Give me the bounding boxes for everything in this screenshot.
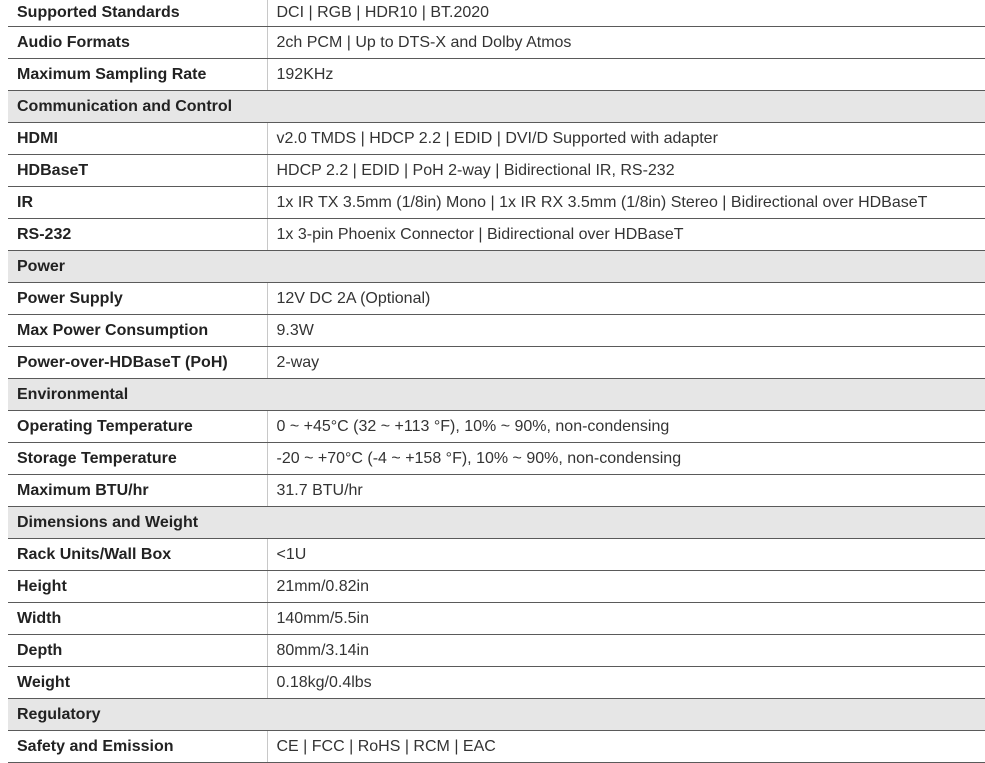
spec-row: [8, 411, 985, 443]
section-title: Dimensions and Weight: [8, 507, 985, 539]
spec-label: Width: [8, 603, 267, 635]
spec-row: [8, 635, 985, 667]
spec-row: [8, 347, 985, 379]
section-header-row: [8, 91, 985, 123]
spec-label: Height: [8, 571, 267, 603]
spec-row: [8, 731, 985, 763]
spec-value: 21mm/0.82in: [267, 571, 985, 603]
spec-value: 2ch PCM | Up to DTS-X and Dolby Atmos: [267, 27, 985, 59]
section-header-row: [8, 699, 985, 731]
spec-label: Power-over-HDBaseT (PoH): [8, 347, 267, 379]
spec-row: [8, 27, 985, 59]
section-header-row: [8, 379, 985, 411]
spec-label: RS-232: [8, 219, 267, 251]
spec-value: <1U: [267, 539, 985, 571]
section-title: Power: [8, 251, 985, 283]
spec-value: 192KHz: [267, 59, 985, 91]
spec-value: 0.18kg/0.4lbs: [267, 667, 985, 699]
spec-label: Depth: [8, 635, 267, 667]
spec-row: [8, 155, 985, 187]
spec-row: [8, 187, 985, 219]
spec-label: Operating Temperature: [8, 411, 267, 443]
spec-row: [8, 603, 985, 635]
spec-value: 1x IR TX 3.5mm (1/8in) Mono | 1x IR RX 3.5mm (1/8in) Stereo | Bidirectional over HDBaseT: [267, 187, 985, 219]
spec-value: 31.7 BTU/hr: [267, 475, 985, 507]
spec-table: [8, 0, 985, 763]
spec-row: [8, 59, 985, 91]
spec-label: Supported Standards: [8, 0, 267, 27]
spec-value: 80mm/3.14in: [267, 635, 985, 667]
spec-value: CE | FCC | RoHS | RCM | EAC: [267, 731, 985, 763]
spec-row: [8, 283, 985, 315]
spec-label: Weight: [8, 667, 267, 699]
spec-value: HDCP 2.2 | EDID | PoH 2-way | Bidirectional IR, RS-232: [267, 155, 985, 187]
spec-row: [8, 219, 985, 251]
spec-row: [8, 0, 985, 27]
spec-value: v2.0 TMDS | HDCP 2.2 | EDID | DVI/D Supported with adapter: [267, 123, 985, 155]
spec-value: 9.3W: [267, 315, 985, 347]
spec-label: Power Supply: [8, 283, 267, 315]
spec-label: Maximum Sampling Rate: [8, 59, 267, 91]
spec-row: [8, 315, 985, 347]
spec-label: Maximum BTU/hr: [8, 475, 267, 507]
spec-label: Max Power Consumption: [8, 315, 267, 347]
spec-value: DCI | RGB | HDR10 | BT.2020: [267, 0, 985, 27]
spec-value: 2-way: [267, 347, 985, 379]
spec-label: Storage Temperature: [8, 443, 267, 475]
section-header-row: [8, 251, 985, 283]
section-title: Environmental: [8, 379, 985, 411]
spec-label: IR: [8, 187, 267, 219]
spec-value: 0 ~ +45°C (32 ~ +113 °F), 10% ~ 90%, non-condensing: [267, 411, 985, 443]
section-header-row: [8, 507, 985, 539]
spec-value: 140mm/5.5in: [267, 603, 985, 635]
spec-row: [8, 571, 985, 603]
spec-label: Audio Formats: [8, 27, 267, 59]
spec-value: -20 ~ +70°C (-4 ~ +158 °F), 10% ~ 90%, non-condensing: [267, 443, 985, 475]
section-title: Regulatory: [8, 699, 985, 731]
section-title: Communication and Control: [8, 91, 985, 123]
spec-label: Safety and Emission: [8, 731, 267, 763]
spec-row: [8, 539, 985, 571]
spec-row: [8, 667, 985, 699]
spec-label: HDMI: [8, 123, 267, 155]
spec-label: Rack Units/Wall Box: [8, 539, 267, 571]
spec-table-body: [8, 0, 985, 763]
spec-row: [8, 123, 985, 155]
spec-value: 12V DC 2A (Optional): [267, 283, 985, 315]
spec-row: [8, 443, 985, 475]
spec-label: HDBaseT: [8, 155, 267, 187]
spec-row: [8, 475, 985, 507]
spec-value: 1x 3-pin Phoenix Connector | Bidirectional over HDBaseT: [267, 219, 985, 251]
